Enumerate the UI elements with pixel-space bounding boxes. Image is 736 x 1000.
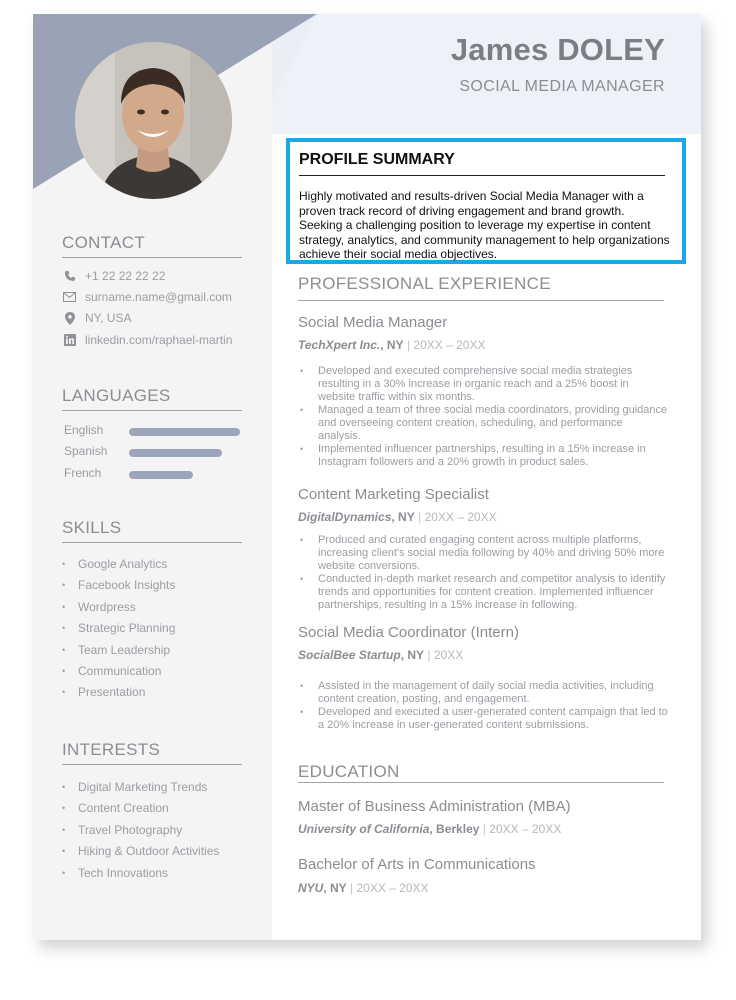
person-portrait-image [75, 42, 232, 199]
experience-heading: PROFESSIONAL EXPERIENCE [298, 274, 551, 293]
languages-heading: LANGUAGES [62, 386, 171, 405]
language-name: French [64, 466, 102, 480]
education-heading: EDUCATION [298, 762, 400, 781]
job-city: NY [386, 338, 404, 352]
school-name: NYU [298, 881, 324, 895]
language-level-bar [129, 428, 240, 436]
profile-photo [75, 42, 232, 199]
interests-divider [62, 764, 242, 765]
contact-location [62, 311, 131, 325]
job-company: TechXpert Inc. [298, 338, 381, 352]
job-bullets [298, 680, 668, 732]
interest-item: • Hiking & Outdoor Activities [62, 841, 219, 862]
skill-item: • Strategic Planning [62, 618, 175, 639]
contact-email[interactable] [62, 290, 232, 304]
contact-phone[interactable] [62, 269, 165, 283]
contact-location-value: NY, USA [85, 311, 132, 325]
job-dates: 20XX [433, 648, 464, 662]
job-title: Social Media Manager [298, 314, 448, 331]
phone-icon [62, 270, 77, 283]
interest-item: • Tech Innovations [62, 863, 219, 884]
contact-linkedin[interactable] [62, 333, 232, 347]
contact-heading: CONTACT [62, 233, 145, 252]
profile-summary-box [286, 138, 686, 264]
job-bullet: • Assisted in the management of daily social media activities, including content creation, posting, and engagement. [298, 680, 668, 706]
skill-item: • Google Analytics [62, 554, 175, 575]
contact-linkedin-value: linkedin.com/raphael-martin [85, 333, 233, 347]
job-bullet: • Managed a team of three social media coordinators, providing guidance and overseeing content creation, scheduling, and performance analysis. [298, 404, 668, 443]
resume-page [33, 14, 701, 940]
degree-title: Master of Business Administration (MBA) [298, 798, 571, 815]
degree-title: Bachelor of Arts in Communications [298, 856, 536, 873]
job-bullet: • Developed and executed a user-generated content campaign that led to a 20% increase in user-generated content submissions. [298, 706, 668, 732]
job-meta: SocialBee Startup, NY | 20XX [298, 648, 464, 662]
interests-list [62, 777, 219, 884]
languages-divider [62, 410, 242, 411]
job-company: DigitalDynamics [298, 510, 392, 524]
skills-list [62, 554, 175, 704]
job-company: SocialBee Startup [298, 648, 401, 662]
skill-item: • Team Leadership [62, 640, 175, 661]
degree-meta: University of California, Berkley | 20XX – 20XX [298, 822, 562, 836]
job-bullets [298, 534, 668, 612]
skills-divider [62, 542, 242, 543]
skills-heading: SKILLS [62, 518, 122, 537]
contact-phone-value: +1 22 22 22 22 [85, 269, 166, 283]
map-pin-icon [62, 312, 77, 325]
interest-item: • Travel Photography [62, 820, 219, 841]
envelope-icon [62, 291, 77, 304]
candidate-role: SOCIAL MEDIA MANAGER [459, 78, 665, 95]
job-bullet: • Conducted in-depth market research and competitor analysis to identify trends and opportunities for content creation. Implemented influencer partnerships, resulting in a 15% increase in following. [298, 573, 668, 612]
school-city: NY [330, 881, 347, 895]
interests-heading: INTERESTS [62, 740, 161, 759]
degree-dates: 20XX – 20XX [489, 822, 562, 836]
education-divider [298, 782, 664, 783]
skill-item: • Presentation [62, 682, 175, 703]
job-bullet: • Produced and curated engaging content across multiple platforms, increasing client's social media following by 40% and driving 50% more website conversions. [298, 534, 668, 573]
language-level-bar [129, 449, 222, 457]
profile-summary-divider [299, 175, 665, 176]
job-city: NY [407, 648, 425, 662]
linkedin-icon [62, 334, 77, 347]
degree-meta: NYU, NY | 20XX – 20XX [298, 881, 429, 895]
job-bullet: • Implemented influencer partnerships, resulting in a 15% increase in Instagram followers and a 20% growth in product sales. [298, 443, 668, 469]
language-name: English [64, 423, 104, 437]
job-city: NY [398, 510, 415, 524]
degree-dates: 20XX – 20XX [356, 881, 429, 895]
job-meta: TechXpert Inc., NY | 20XX – 20XX [298, 338, 486, 352]
skill-item: • Wordpress [62, 597, 175, 618]
profile-summary-text: Highly motivated and results-driven Social Media Manager with a proven track record of driving engagement and brand growth. Seeking a challenging position to leverage my expertise in content strategy, analytics, and community management to help organizations achieve their social media objectives. [299, 189, 670, 261]
job-meta: DigitalDynamics, NY | 20XX – 20XX [298, 510, 497, 524]
skill-item: • Communication [62, 661, 175, 682]
experience-divider [298, 300, 664, 301]
school-city: Berkley [436, 822, 480, 836]
job-dates: 20XX – 20XX [424, 510, 497, 524]
skill-item: • Facebook Insights [62, 575, 175, 596]
language-level-bar [129, 471, 193, 479]
profile-summary-heading: PROFILE SUMMARY [299, 151, 455, 168]
school-name: University of California [298, 822, 430, 836]
job-bullets [298, 365, 668, 469]
interest-item: • Digital Marketing Trends [62, 777, 219, 798]
interest-item: • Content Creation [62, 798, 219, 819]
contact-divider [62, 257, 242, 258]
candidate-name: James DOLEY [450, 32, 665, 67]
language-name: Spanish [64, 444, 108, 458]
job-title: Content Marketing Specialist [298, 486, 489, 503]
contact-email-value: surname.name@gmail.com [85, 290, 232, 304]
job-title: Social Media Coordinator (Intern) [298, 624, 519, 641]
job-dates: 20XX – 20XX [413, 338, 486, 352]
job-bullet: • Developed and executed comprehensive social media strategies resulting in a 30% increase in organic reach and a 25% boost in website traffic within six months. [298, 365, 668, 404]
